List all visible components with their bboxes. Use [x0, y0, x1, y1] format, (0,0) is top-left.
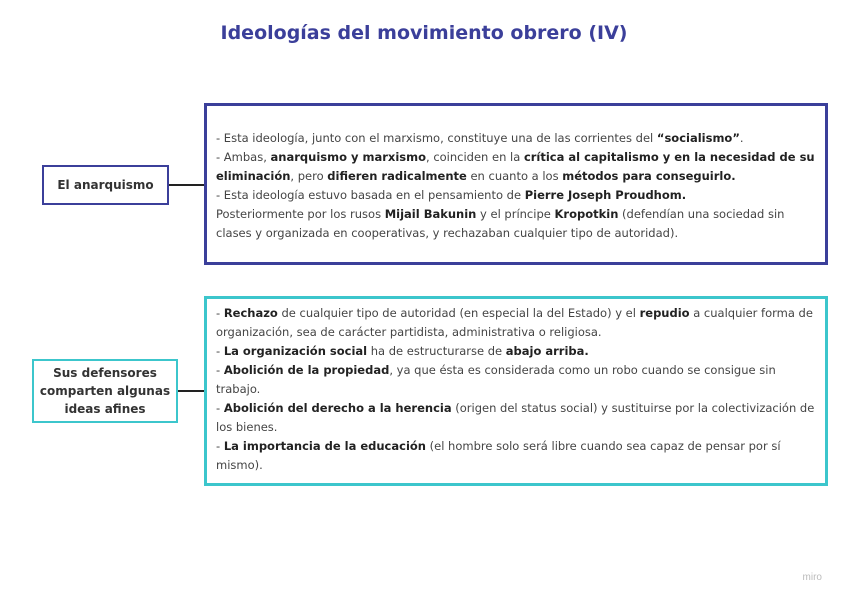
ideas-point-4: - Abolición del derecho a la herencia (origen del status social) y sustituirse por la colectivización de los bienes.: [216, 401, 815, 434]
miro-watermark: miro: [802, 572, 822, 583]
connector-line-2: [178, 390, 206, 392]
anarchism-point-4: Posteriormente por los rusos Mijail Bakunin y el príncipe Kropotkin (defendían una sociedad sin clases y organizada en cooperativas, y rechazaban cualquier tipo de autoridad).: [216, 207, 785, 240]
ideas-point-1: - Rechazo de cualquier tipo de autoridad (en especial la del Estado) y el repudio a cualquier forma de organización, sea de carácter partidista, administrativa o religiosa.: [216, 306, 813, 339]
page-title: Ideologías del movimiento obrero (IV): [220, 22, 628, 44]
ideas-point-5: - La importancia de la educación (el hombre solo será libre cuando sea capaz de pensar por sí mismo).: [216, 439, 781, 472]
anarchism-point-3: - Esta ideología estuvo basada en el pensamiento de Pierre Joseph Proudhom.: [216, 188, 687, 202]
ideas-point-2: - La organización social ha de estructurarse de abajo arriba.: [216, 344, 589, 358]
ideas-point-3: - Abolición de la propiedad, ya que ésta es considerada como un robo cuando se consigue sin trabajo.: [216, 363, 776, 396]
defenders-label-box[interactable]: [32, 359, 178, 423]
connector-line-1: [169, 184, 205, 186]
defenders-content-box[interactable]: [204, 296, 828, 486]
anarchism-point-2: - Ambas, anarquismo y marxismo, coinciden en la crítica al capitalismo y en la necesidad de su eliminación, pero difieren radicalmente en cuanto a los métodos para conseguirlo.: [216, 150, 815, 183]
anarchism-content-box[interactable]: [204, 103, 828, 265]
anarchism-label-box[interactable]: [42, 165, 169, 205]
anarchism-point-1: - Esta ideología, junto con el marxismo, constituye una de las corrientes del “socialismo”.: [216, 131, 744, 145]
defenders-label: Sus defensores comparten algunas ideas afines: [39, 366, 171, 416]
anarchism-label: El anarquismo: [57, 178, 154, 192]
